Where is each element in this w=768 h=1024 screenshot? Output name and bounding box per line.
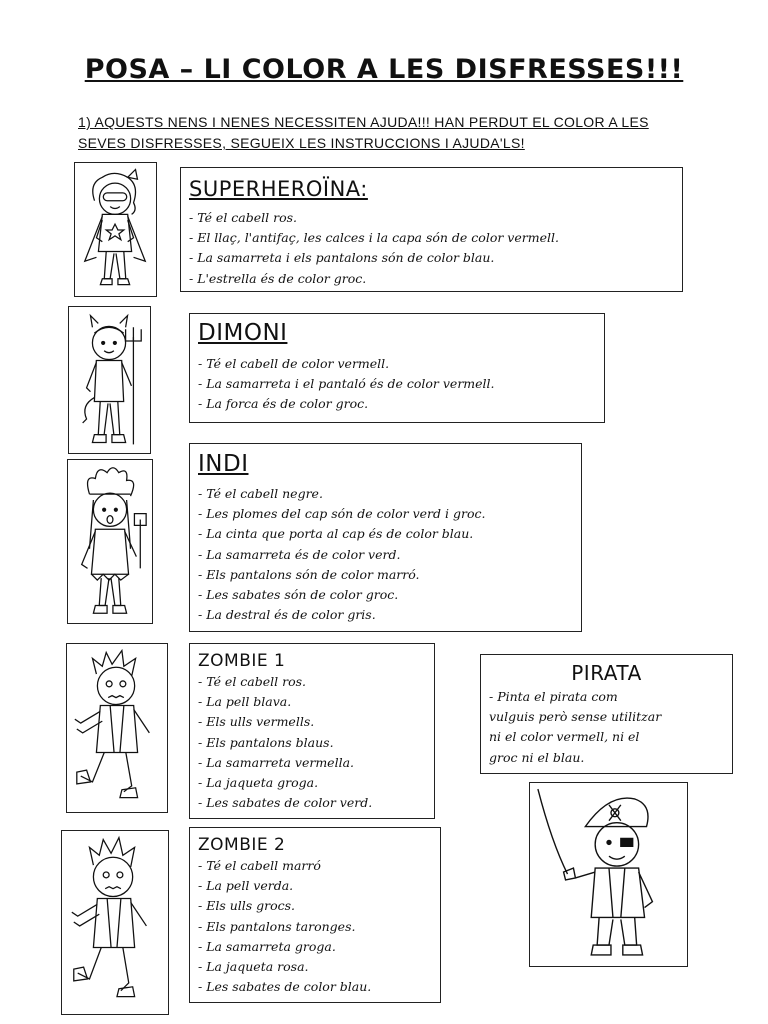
list-item: - Les sabates de color blau. — [198, 979, 372, 995]
list-item: - Els pantalons són de color marró. — [198, 566, 420, 582]
zombie1-illustration — [66, 643, 168, 813]
list-item: - Té el cabell ros. — [189, 210, 298, 225]
list-item: - La pell blava. — [198, 694, 292, 710]
list-item: - Les plomes del cap són de color verd i groc. — [198, 506, 486, 522]
zombie-boy-drawing — [62, 831, 168, 1014]
list-item: - La samarreta i els pantalons són de color blau. — [189, 250, 495, 266]
list-item: - L'estrella és de color groc. — [189, 270, 367, 286]
list-item: - El llaç, l'antifaç, les calces i la capa són de color vermell. — [189, 230, 559, 246]
list-item: ni el color vermell, ni el — [489, 729, 640, 745]
zombie2-card — [189, 827, 441, 1003]
card-title: DIMONI — [198, 320, 288, 346]
list-item: - La samarreta vermella. — [198, 754, 354, 770]
list-item: - La destral és de color gris. — [198, 607, 376, 623]
list-item: - Té el cabell marró — [198, 858, 321, 873]
pirata-card — [480, 654, 733, 774]
list-item: - Els ulls vermells. — [198, 714, 315, 730]
list-item: - La samarreta groga. — [198, 938, 336, 954]
pirate-boy-drawing — [530, 783, 687, 966]
zombie2-illustration — [61, 830, 169, 1015]
superhero-girl-drawing — [75, 163, 156, 296]
list-item: - La jaqueta groga. — [198, 775, 319, 791]
dimoni-illustration — [68, 306, 151, 454]
list-item: - La forca és de color groc. — [198, 396, 369, 412]
list-item: - Té el cabell negre. — [198, 486, 323, 501]
list-item: - Els pantalons taronges. — [198, 918, 356, 934]
card-title: INDI — [198, 451, 249, 477]
native-costume-boy-drawing — [68, 460, 152, 623]
dimoni-card — [189, 313, 605, 423]
list-item: - La samarreta i el pantaló és de color vermell. — [198, 376, 495, 392]
devil-boy-drawing — [69, 307, 150, 453]
list-item: - La jaqueta rosa. — [198, 959, 309, 975]
instructions-text: 1) AQUESTS NENS I NENES NECESSITEN AJUDA!!! HAN PERDUT EL COLOR A LES SEVES DISFRESSES, SEGUEIX LES INSTRUCCIONS I AJUDA'LS! — [78, 114, 649, 151]
list-item: - La cinta que porta al cap és de color blau. — [198, 526, 474, 542]
list-item: groc ni el blau. — [489, 749, 585, 765]
card-title: SUPERHEROÏNA: — [189, 177, 368, 201]
list-item: - Les sabates són de color groc. — [198, 587, 399, 603]
pirata-illustration — [529, 782, 688, 967]
list-item: - Pinta el pirata com — [489, 689, 618, 704]
indi-illustration — [67, 459, 153, 624]
superheroina-illustration — [74, 162, 157, 297]
list-item: - La samarreta és de color verd. — [198, 546, 401, 562]
page-title: POSA – LI COLOR A LES DISFRESSES!!! — [84, 54, 684, 85]
list-item: vulguis però sense utilitzar — [489, 709, 662, 725]
list-item: - Té el cabell de color vermell. — [198, 356, 390, 371]
list-item: - La pell verda. — [198, 878, 294, 894]
indi-card — [189, 443, 582, 632]
card-title: ZOMBIE 1 — [198, 651, 286, 671]
card-title: ZOMBIE 2 — [198, 835, 286, 855]
list-item: - Els ulls grocs. — [198, 898, 296, 914]
card-title: PIRATA — [571, 661, 642, 685]
zombie-boy-drawing — [67, 644, 167, 812]
superheroina-card — [180, 167, 683, 292]
list-item: - Els pantalons blaus. — [198, 734, 334, 750]
zombie1-card — [189, 643, 435, 819]
list-item: - Les sabates de color verd. — [198, 795, 373, 811]
list-item: - Té el cabell ros. — [198, 674, 307, 689]
